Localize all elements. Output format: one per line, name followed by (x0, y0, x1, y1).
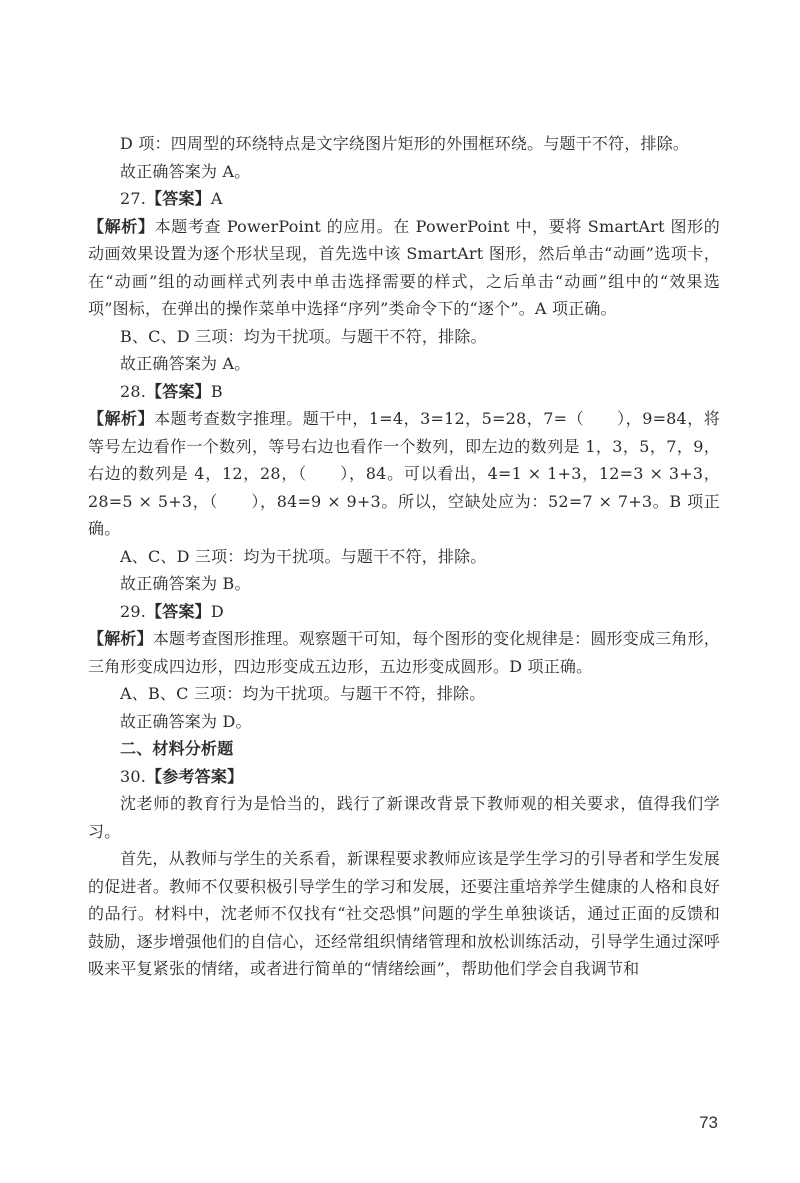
answer-label: 【参考答案】 (146, 766, 244, 786)
paragraph (88, 708, 720, 736)
paragraph (88, 845, 720, 983)
answer-value: B (210, 381, 223, 401)
answer-label: 【答案】 (146, 601, 211, 621)
analysis-label: 【解析】 (88, 216, 155, 236)
analysis-paragraph (88, 405, 720, 543)
question-number: 29. (120, 601, 147, 621)
answer-line (88, 598, 720, 626)
page-content (88, 130, 720, 983)
analysis-label: 【解析】 (88, 409, 155, 428)
answer-line (88, 378, 720, 406)
question-number: 27. (120, 189, 147, 208)
answer-label: 【答案】 (146, 189, 211, 208)
paragraph-text: A、C、D 三项：均为干扰项。与题干不符，排除。 (120, 546, 487, 566)
paragraph-text: B、C、D 三项：均为干扰项。与题干不符，排除。 (120, 326, 487, 346)
paragraph-text: 首先，从教师与学生的关系看，新课程要求教师应该是学生学习的引导者和学生发展的促进者。教师不仅要积极引导学生的学习和发展，还要注重培养学生健康的人格和良好的品行。材料中，沈老师不仅找有“社交恐惧”问题的学生单独谈话，通过正面的反馈和鼓励，逐步增强他们的自信心，还经常组织情绪管理和放松训练活动，引导学生通过深呼吸来平复紧张的情绪，或者进行简单的“情绪绘画”，帮助他们学会自我调节和 (88, 849, 720, 978)
paragraph-text: A、B、C 三项：均为干扰项。与题干不符，排除。 (120, 684, 486, 703)
answer-value: D (210, 601, 224, 621)
analysis-text: 本题考查数字推理。题干中，1=4，3=12，5=28，7=（ ），9=84，将等号左边看作一个数列，等号右边也看作一个数列，即左边的数列是 1，3，5，7，9，右边的数列是 4，12，28，（ ），84。可以看出，4=1 × 1+3，12=3 × 3+3，28=5 × 5+3，（ ），84=9 × 9+3。所以，空缺处应为：52=7 × 7+3。B 项正确。 (88, 409, 720, 538)
section-heading (88, 735, 720, 763)
section-heading-text: 二、材料分析题 (120, 739, 234, 758)
paragraph-text: 沈老师的教育行为是恰当的，践行了新课改背景下教师观的相关要求，值得我们学习。 (88, 794, 720, 841)
paragraph (88, 680, 720, 708)
analysis-text: 本题考查图形推理。观察题干可知，每个图形的变化规律是：圆形变成三角形，三角形变成四边形，四边形变成五边形，五边形变成圆形。D 项正确。 (88, 629, 720, 676)
question-number: 28. (120, 381, 147, 401)
paragraph-text: 故正确答案为 A。 (120, 161, 251, 181)
paragraph (88, 323, 720, 351)
paragraph (88, 570, 720, 598)
answer-label: 【答案】 (146, 381, 211, 401)
answer-value: A (210, 189, 223, 208)
paragraph-text: 故正确答案为 D。 (120, 711, 252, 731)
analysis-paragraph (88, 625, 720, 680)
analysis-text: 本题考查 PowerPoint 的应用。在 PowerPoint 中，要将 SmartArt 图形的动画效果设置为逐个形状呈现，首先选中该 SmartArt 图形，然后单击“动画”选项卡，在“动画”组的动画样式列表中单击选择需要的样式，之后单击“动画”组中的“效果选项”图标，在弹出的操作菜单中选择“序列”类命令下的“逐个”。A 项正确。 (88, 216, 720, 318)
paragraph (88, 790, 720, 845)
page-number: 73 (699, 1113, 718, 1132)
paragraph (88, 130, 720, 158)
paragraph-text: 故正确答案为 A。 (120, 354, 251, 373)
analysis-label: 【解析】 (88, 629, 153, 648)
question-number: 30. (120, 766, 147, 786)
paragraph (88, 350, 720, 378)
paragraph (88, 158, 720, 186)
answer-line (88, 185, 720, 213)
paragraph-text: 故正确答案为 B。 (120, 574, 251, 593)
analysis-paragraph (88, 213, 720, 323)
answer-line (88, 763, 720, 791)
paragraph-text: D 项：四周型的环绕特点是文字绕图片矩形的外围框环绕。与题干不符，排除。 (120, 134, 690, 153)
paragraph (88, 543, 720, 571)
